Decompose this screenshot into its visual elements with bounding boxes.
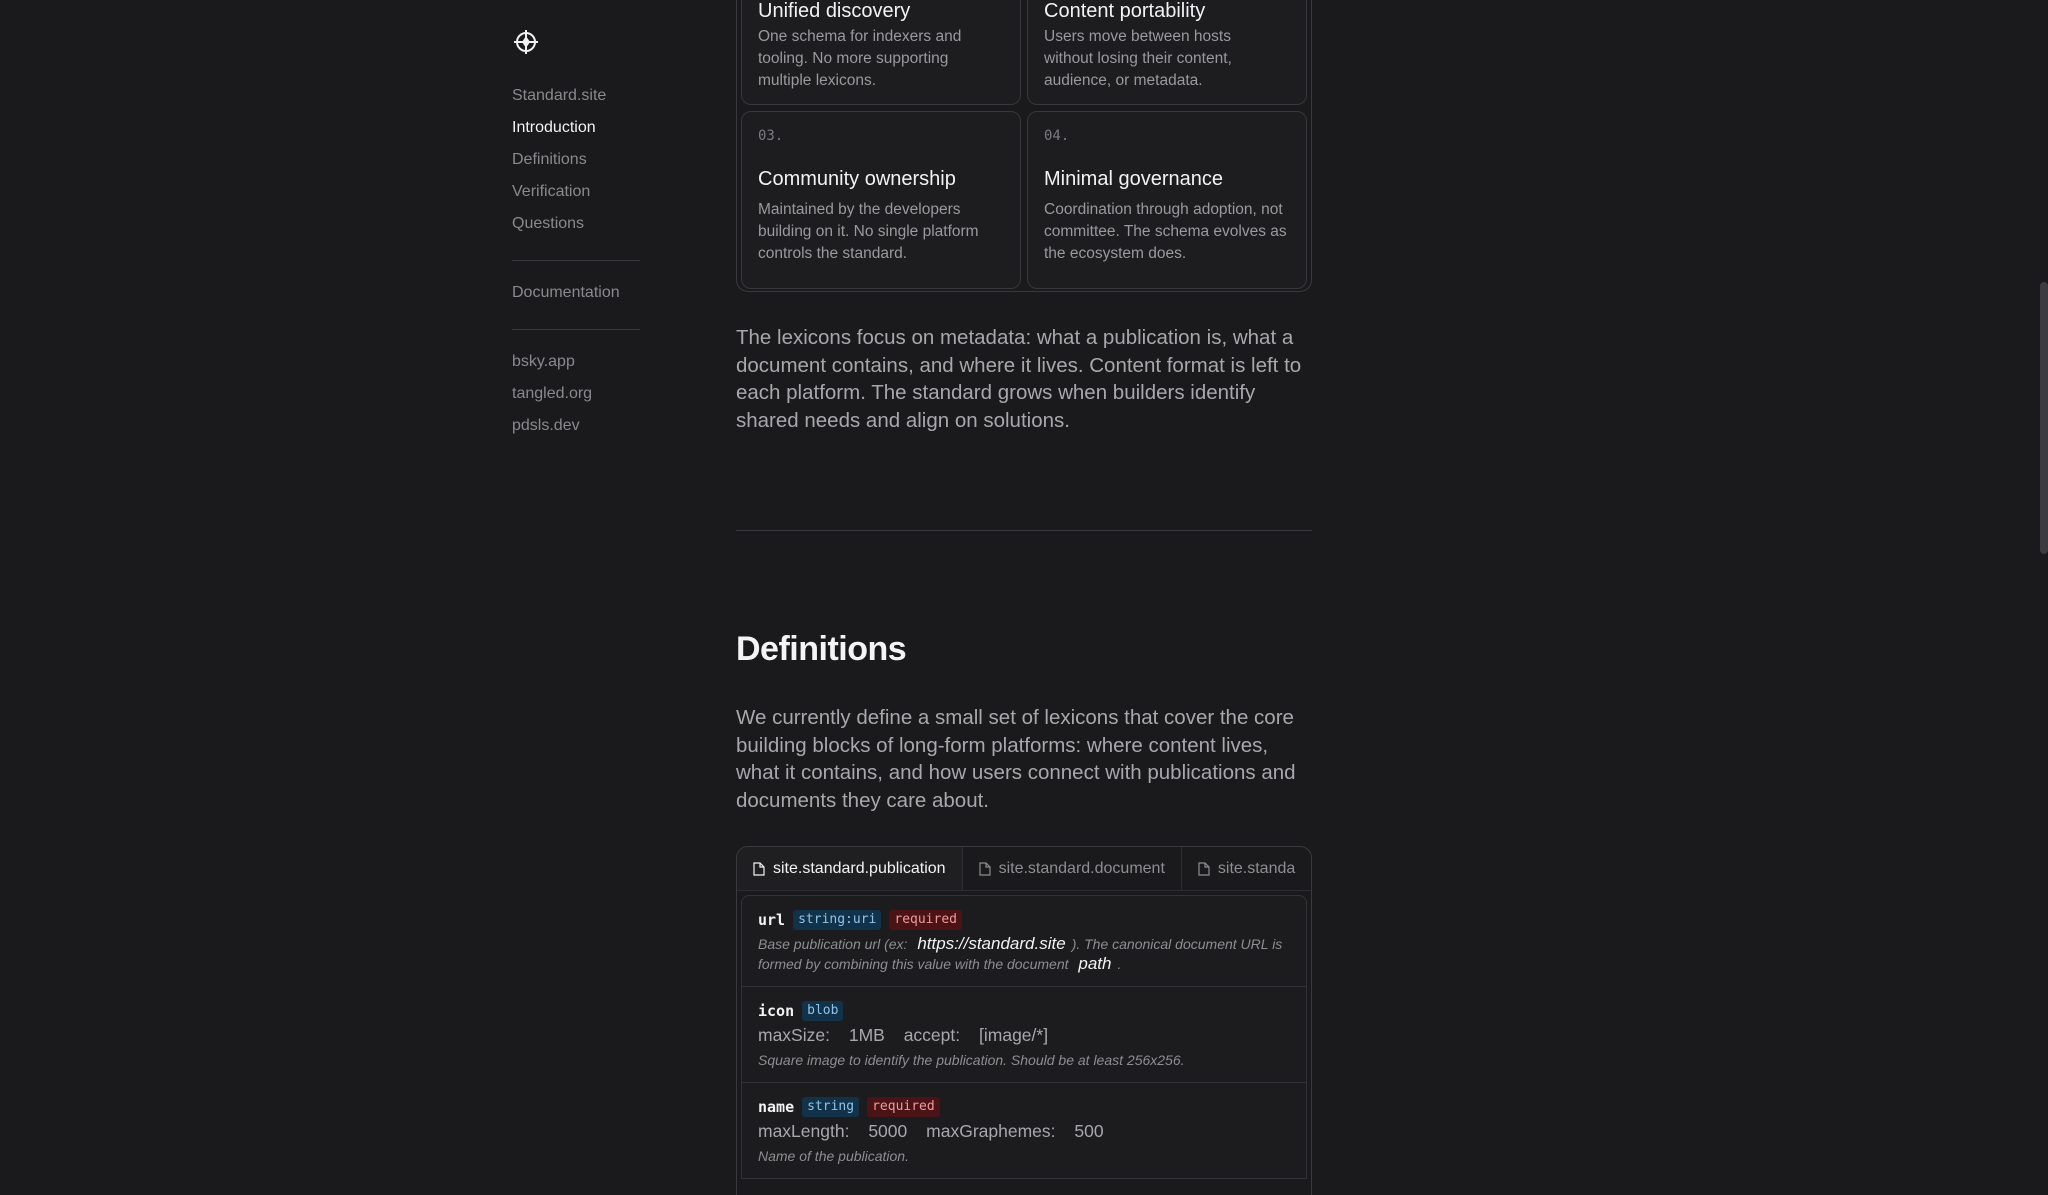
constraint-value: 5000 [868, 1121, 908, 1141]
nav-item-standard-site[interactable]: Standard.site [512, 87, 607, 104]
constraint-label: accept: [903, 1025, 961, 1045]
field-url [741, 895, 1307, 987]
card-title: Minimal governance [1044, 168, 1223, 190]
link-tangled[interactable]: tangled.org [512, 385, 593, 402]
constraint-value: [image/*] [979, 1025, 1049, 1045]
field-description [758, 934, 1290, 974]
required-badge: required [889, 910, 962, 930]
nav-item-verification[interactable]: Verification [512, 183, 591, 200]
link-bsky[interactable]: bsky.app [512, 353, 575, 370]
card-description: Maintained by the developers building on it. No single platform controls the standard. [758, 201, 979, 262]
type-badge: string:uri [793, 910, 881, 930]
nav-item-introduction[interactable]: Introduction [512, 119, 596, 136]
principle-card [1027, 0, 1307, 105]
nav-divider [512, 260, 640, 261]
field-icon [741, 987, 1307, 1083]
tab-label: site.standa [1217, 859, 1296, 877]
desc-text: ). The canonical document URL is formed by combining this value with the document [758, 936, 1283, 972]
card-description: Coordination through adoption, not committee. The schema evolves as the ecosystem does. [1044, 201, 1287, 262]
field-name: url [758, 911, 786, 929]
tab-label: site.standard.publication [773, 859, 946, 877]
required-badge: required [867, 1097, 940, 1117]
type-badge: blob [802, 1001, 843, 1021]
field-name-row [741, 1083, 1307, 1179]
card-description: Users move between hosts without losing their content, audience, or metadata. [1044, 28, 1232, 89]
principle-card [741, 111, 1021, 289]
tab-third[interactable] [1182, 847, 1311, 890]
file-icon [753, 862, 765, 876]
field-list [737, 891, 1311, 1183]
field-name: icon [758, 1002, 795, 1020]
definitions-heading: Definitions [736, 630, 907, 668]
constraint-label: maxLength: [758, 1121, 850, 1141]
desc-code: path [1078, 954, 1112, 973]
card-title: Unified discovery [758, 0, 911, 22]
constraint-label: maxSize: [758, 1025, 830, 1045]
desc-text: . [1117, 956, 1122, 972]
field-description: Name of the publication. [758, 1148, 909, 1164]
field-constraints [758, 1121, 1290, 1142]
card-number: 04. [1044, 128, 1070, 144]
principle-card [741, 0, 1021, 105]
field-name: name [758, 1098, 795, 1116]
type-badge: string [802, 1097, 859, 1117]
intro-paragraph: The lexicons focus on metadata: what a publication is, what a document contains, and where it lives. Content format is left to each platform. The standard grows when builders identify shared needs and align on solutions. [736, 326, 1302, 432]
card-title: Community ownership [758, 168, 956, 190]
nav-item-documentation[interactable]: Documentation [512, 284, 620, 301]
lexicon-tabs [737, 847, 1311, 891]
constraint-value: 500 [1074, 1121, 1104, 1141]
field-constraints [758, 1025, 1290, 1046]
desc-text: Base publication url (ex: [758, 936, 908, 952]
principle-card [1027, 111, 1307, 289]
link-pdsls[interactable]: pdsls.dev [512, 417, 580, 434]
file-icon [979, 862, 991, 876]
definitions-paragraph: We currently define a small set of lexicons that cover the core building blocks of long-form platforms: where content lives, what it contains, and how users connect with publications and documents they care about. [736, 706, 1296, 812]
nav-divider [512, 329, 640, 330]
nav-item-questions[interactable]: Questions [512, 215, 585, 232]
card-description: One schema for indexers and tooling. No more supporting multiple lexicons. [758, 28, 962, 89]
constraint-label: maxGraphemes: [926, 1121, 1056, 1141]
tab-label: site.standard.document [998, 859, 1165, 877]
tab-document[interactable] [963, 847, 1182, 890]
principles-grid [736, 0, 1312, 292]
file-icon [1198, 862, 1210, 876]
scrollbar-thumb[interactable] [2040, 282, 2048, 554]
card-number: 03. [758, 128, 784, 144]
field-description: Square image to identify the publication. Should be at least 256x256. [758, 1052, 1185, 1068]
desc-code: https://standard.site [917, 934, 1066, 953]
crosshair-globe-icon[interactable] [512, 28, 540, 56]
section-divider [736, 530, 1312, 531]
card-title: Content portability [1044, 0, 1206, 22]
constraint-value: 1MB [848, 1025, 885, 1045]
lexicon-panel [736, 846, 1312, 1195]
nav-item-definitions[interactable]: Definitions [512, 151, 587, 168]
sidebar-nav [512, 80, 640, 442]
tab-publication[interactable] [737, 847, 963, 890]
